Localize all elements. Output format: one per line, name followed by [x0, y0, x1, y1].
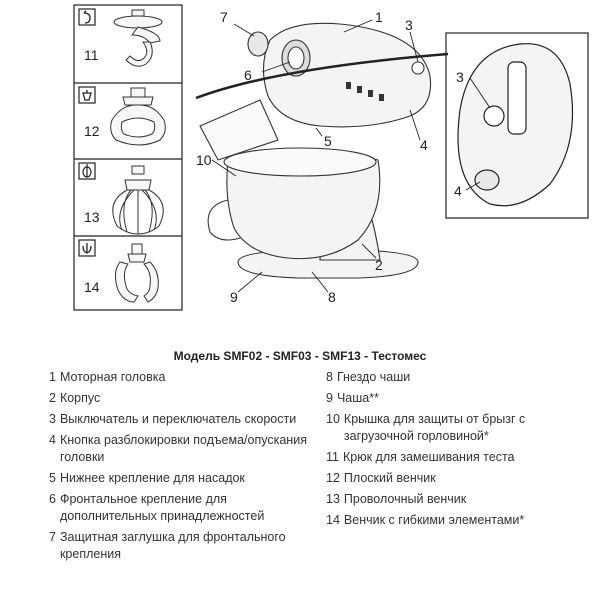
flat-beater-symbol-icon — [83, 90, 91, 100]
item-text: Корпус — [59, 391, 101, 405]
item-text: Венчик с гибкими элементами* — [343, 513, 525, 527]
callout-12: 12 — [84, 123, 100, 139]
item-number: 2 — [49, 391, 56, 405]
flex-beater-symbol-icon — [83, 243, 91, 253]
callout-11: 11 — [84, 47, 99, 63]
list-item — [49, 470, 311, 487]
list-item — [326, 369, 576, 386]
item-text: Крюк для замешивания теста — [342, 450, 515, 464]
item-text: Кнопка разблокировки подъема/опускания головки — [59, 433, 307, 464]
list-item — [49, 529, 311, 563]
item-number: 13 — [326, 492, 340, 506]
callout-2: 2 — [375, 257, 383, 273]
item-text: Крышка для защиты от брызг с загрузочной горловиной* — [343, 412, 526, 443]
item-number: 12 — [326, 471, 340, 485]
item-text: Нижнее крепление для насадок — [59, 471, 245, 485]
callout-7: 7 — [220, 9, 228, 25]
item-text: Проволочный венчик — [343, 492, 467, 506]
callout-14: 14 — [84, 279, 100, 295]
callout-6: 6 — [244, 67, 252, 83]
item-number: 6 — [49, 492, 56, 506]
item-text: Защитная заглушка для фронтального крепления — [59, 530, 286, 561]
parts-list-right — [326, 369, 576, 533]
list-item — [326, 411, 576, 445]
item-number: 4 — [49, 433, 56, 447]
callout-10: 10 — [196, 152, 212, 168]
item-text: Фронтальное крепление для дополнительных принадлежностей — [59, 492, 265, 523]
stand-mixer-drawing — [200, 23, 431, 278]
item-text: Моторная головка — [59, 370, 166, 384]
list-item — [326, 470, 576, 487]
item-number: 11 — [326, 450, 339, 464]
parts-list-left — [49, 369, 311, 567]
wire-whisk-drawing — [113, 166, 163, 234]
hook-symbol-icon — [84, 11, 90, 23]
callout-3: 3 — [405, 17, 413, 33]
inset-callout-3: 3 — [456, 69, 464, 85]
item-text: Плоский венчик — [343, 471, 436, 485]
item-text: Чаша** — [336, 391, 379, 405]
item-number: 7 — [49, 530, 56, 544]
callout-9: 9 — [230, 289, 238, 305]
callout-1: 1 — [375, 9, 383, 25]
item-number: 10 — [326, 412, 340, 426]
flat-beater-drawing — [111, 88, 166, 145]
list-item — [49, 491, 311, 525]
list-item — [49, 411, 311, 428]
list-item — [326, 449, 576, 466]
callout-8: 8 — [328, 289, 336, 305]
callout-4: 4 — [420, 137, 428, 153]
list-item — [326, 512, 576, 529]
whisk-symbol-icon — [83, 164, 91, 177]
dough-hook-drawing — [114, 10, 162, 66]
callout-13: 13 — [84, 209, 100, 225]
list-item — [326, 390, 576, 407]
item-number: 14 — [326, 513, 340, 527]
list-item — [326, 491, 576, 508]
callout-5: 5 — [324, 133, 332, 149]
item-number: 5 — [49, 471, 56, 485]
item-number: 3 — [49, 412, 56, 426]
model-title: Модель SMF02 - SMF03 - SMF13 - Тестомес — [173, 349, 427, 363]
list-item — [49, 390, 311, 407]
inset-callout-4: 4 — [454, 183, 462, 199]
item-number: 1 — [49, 370, 56, 384]
flex-beater-drawing — [115, 244, 158, 302]
item-number: 9 — [326, 391, 333, 405]
item-text: Гнездо чаши — [336, 370, 411, 384]
item-number: 8 — [326, 370, 333, 384]
list-item — [49, 369, 311, 386]
item-text: Выключатель и переключатель скорости — [59, 412, 297, 426]
list-item — [49, 432, 311, 466]
